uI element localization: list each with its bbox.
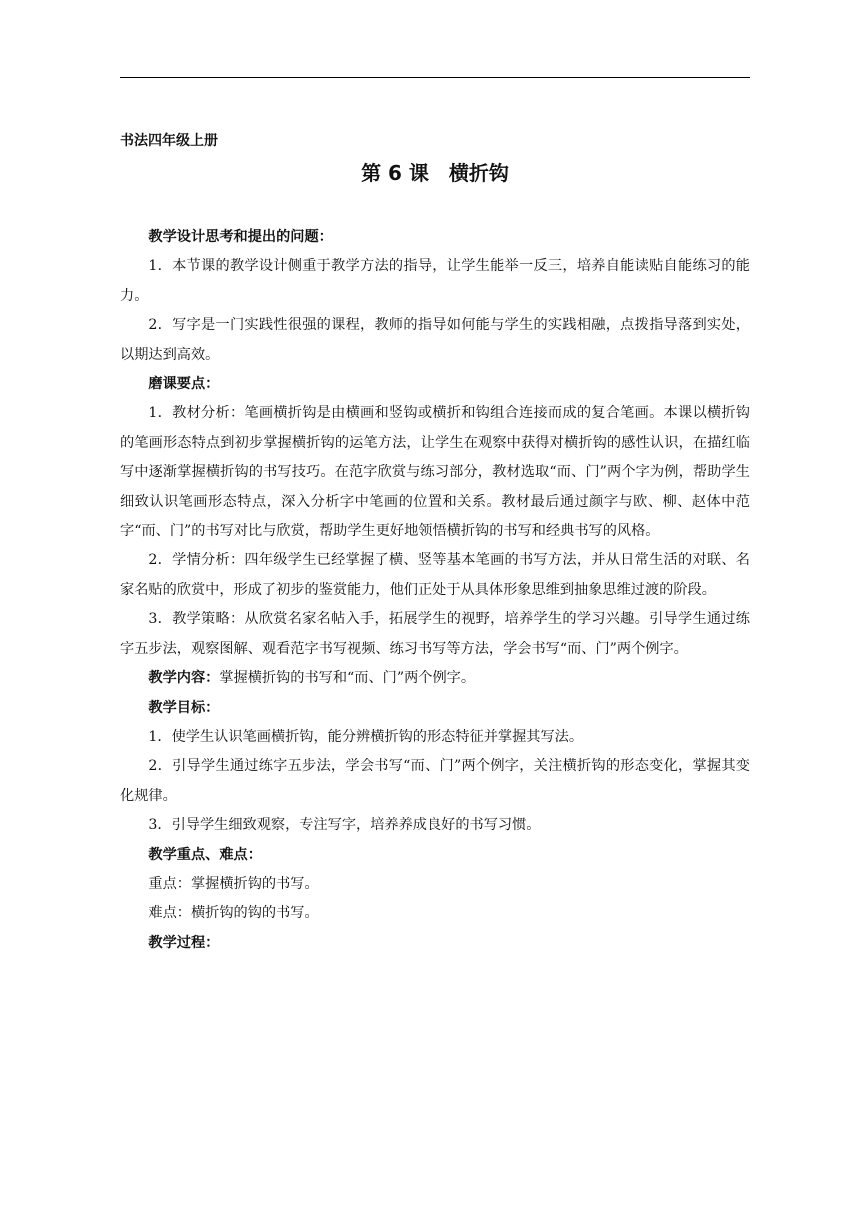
paragraph: 1．本节课的教学设计侧重于教学方法的指导，让学生能举一反三，培养自能读贴自能练习的能力。 <box>120 258 750 304</box>
difficulty-point: 难点：横折钩的钩的书写。 <box>148 905 319 922</box>
paragraph: 1．使学生认识笔画横折钩，能分辨横折钩的形态特征并掌握其写法。 <box>148 728 584 745</box>
content-line <box>120 664 750 693</box>
paragraph: 1．教材分析：笔画横折钩是由横画和竖钩或横折和钩组合连接而成的复合笔画。本课以横折钩的笔画形态特点到初步掌握横折钩的运笔方法，让学生在观察中获得对横折钩的感性认识，在描红临写中逐渐掌握横折钩的书写技巧。在范字欣赏与练习部分，教材选取“而、门”两个字为例，帮助学生细致认识笔画形态特点，深入分析字中笔画的位置和关系。教材最后通过颜字与欧、柳、赵体中范字“而、门”的书写对比与欣赏，帮助学生更好地领悟横折钩的书写和经典书写的风格。 <box>120 405 750 540</box>
book-label: 书法四年级上册 <box>120 133 218 149</box>
section-heading-key-points: 教学重点、难点： <box>148 846 262 863</box>
paragraph: 2．学情分析：四年级学生已经掌握了横、竖等基本笔画的书写方法，并从日常生活的对联、名家名贴的欣赏中，形成了初步的鉴赏能力，他们正处于从具体形象思维到抽象思维过渡的阶段。 <box>120 552 750 598</box>
section-heading-polish: 磨课要点： <box>148 376 220 393</box>
paragraph: 2．引导学生通过练字五步法，学会书写“而、门”两个例字，关注横折钩的形态变化，掌握其变化规律。 <box>120 758 750 804</box>
document-body <box>120 223 750 958</box>
paragraph: 3．教学策略：从欣赏名家名帖入手，拓展学生的视野，培养学生的学习兴趣。引导学生通过练字五步法，观察图解、观看范字书写视频、练习书写等方法，学会书写“而、门”两个例字。 <box>120 611 750 657</box>
key-point: 重点：掌握横折钩的书写。 <box>148 875 319 892</box>
section-heading-content: 教学内容： <box>148 670 220 687</box>
paragraph: 2．写字是一门实践性很强的课程，教师的指导如何能与学生的实践相融，点拨指导落到实处，以期达到高效。 <box>120 317 750 363</box>
header-rule <box>120 77 750 78</box>
paragraph: 3．引导学生细致观察，专注写字，培养养成良好的书写习惯。 <box>148 817 541 834</box>
section-heading-design: 教学设计思考和提出的问题： <box>148 229 333 245</box>
section-heading-process: 教学过程： <box>148 934 220 951</box>
lesson-title: 第 6 课 横折钩 <box>361 161 509 185</box>
content-text: 掌握横折钩的书写和“而、门”两个例字。 <box>219 670 476 687</box>
section-heading-goals: 教学目标： <box>148 699 220 716</box>
